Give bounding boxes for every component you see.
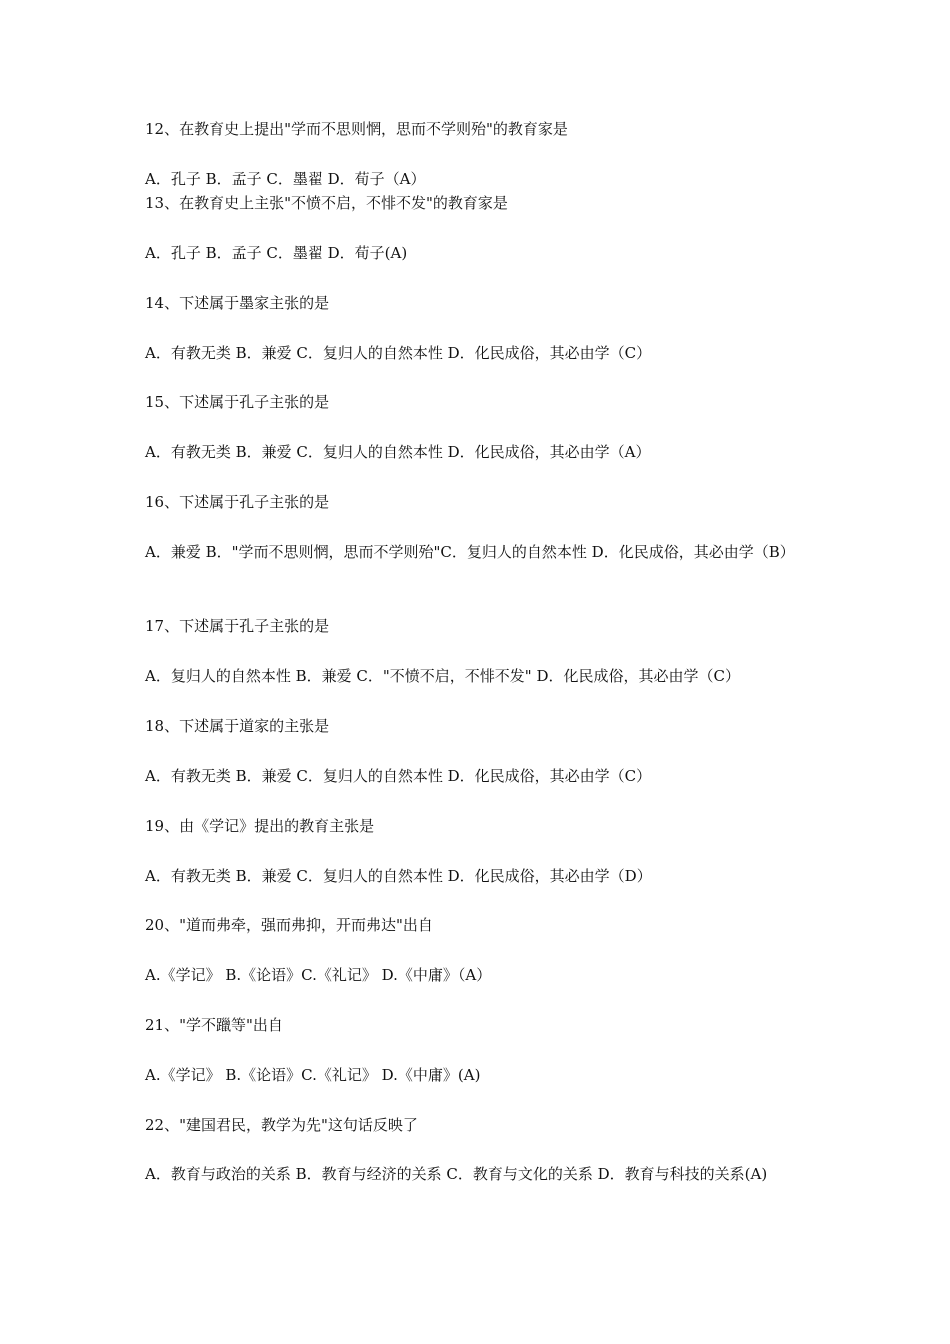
question-20: 20、"道而弗牵，强而弗抑，开而弗达"出自 — [145, 916, 433, 934]
question-18: 18、下述属于道家的主张是 — [145, 717, 330, 735]
options-12: A．孔子 B．孟子 C．墨翟 D．荀子（A） — [145, 170, 426, 188]
question-16: 16、下述属于孔子主张的是 — [145, 493, 330, 511]
question-21: 21、"学不躐等"出自 — [145, 1016, 283, 1034]
question-15: 15、下述属于孔子主张的是 — [145, 393, 330, 411]
question-13: 13、在教育史上主张"不愤不启，不悱不发"的教育家是 — [145, 194, 508, 212]
question-14: 14、下述属于墨家主张的是 — [145, 294, 330, 312]
question-17: 17、下述属于孔子主张的是 — [145, 617, 330, 635]
question-19: 19、由《学记》提出的教育主张是 — [145, 817, 375, 835]
question-22: 22、"建国君民，教学为先"这句话反映了 — [145, 1116, 418, 1134]
options-13: A．孔子 B．孟子 C．墨翟 D．荀子(A) — [145, 244, 408, 262]
options-20: A.《学记》 B.《论语》C.《礼记》 D.《中庸》（A） — [145, 966, 492, 984]
options-19: A．有教无类 B．兼爱 C．复归人的自然本性 D．化民成俗，其必由学（D） — [145, 867, 652, 885]
options-16: A．兼爱 B．"学而不思则惘，思而不学则殆"C．复归人的自然本性 D．化民成俗，其必由学（B） — [145, 543, 795, 561]
options-21: A.《学记》 B.《论语》C.《礼记》 D.《中庸》(A) — [145, 1066, 481, 1084]
options-15: A．有教无类 B．兼爱 C．复归人的自然本性 D．化民成俗，其必由学（A） — [145, 443, 651, 461]
options-14: A．有教无类 B．兼爱 C．复归人的自然本性 D．化民成俗，其必由学（C） — [145, 344, 652, 362]
question-12: 12、在教育史上提出"学而不思则惘，思而不学则殆"的教育家是 — [145, 120, 568, 138]
options-17: A．复归人的自然本性 B．兼爱 C．"不愤不启，不悱不发" D．化民成俗，其必由学（C） — [145, 667, 740, 685]
options-22: A．教育与政治的关系 B．教育与经济的关系 C．教育与文化的关系 D．教育与科技的关系(A) — [145, 1165, 768, 1183]
options-18: A．有教无类 B．兼爱 C．复归人的自然本性 D．化民成俗，其必由学（C） — [145, 767, 652, 785]
